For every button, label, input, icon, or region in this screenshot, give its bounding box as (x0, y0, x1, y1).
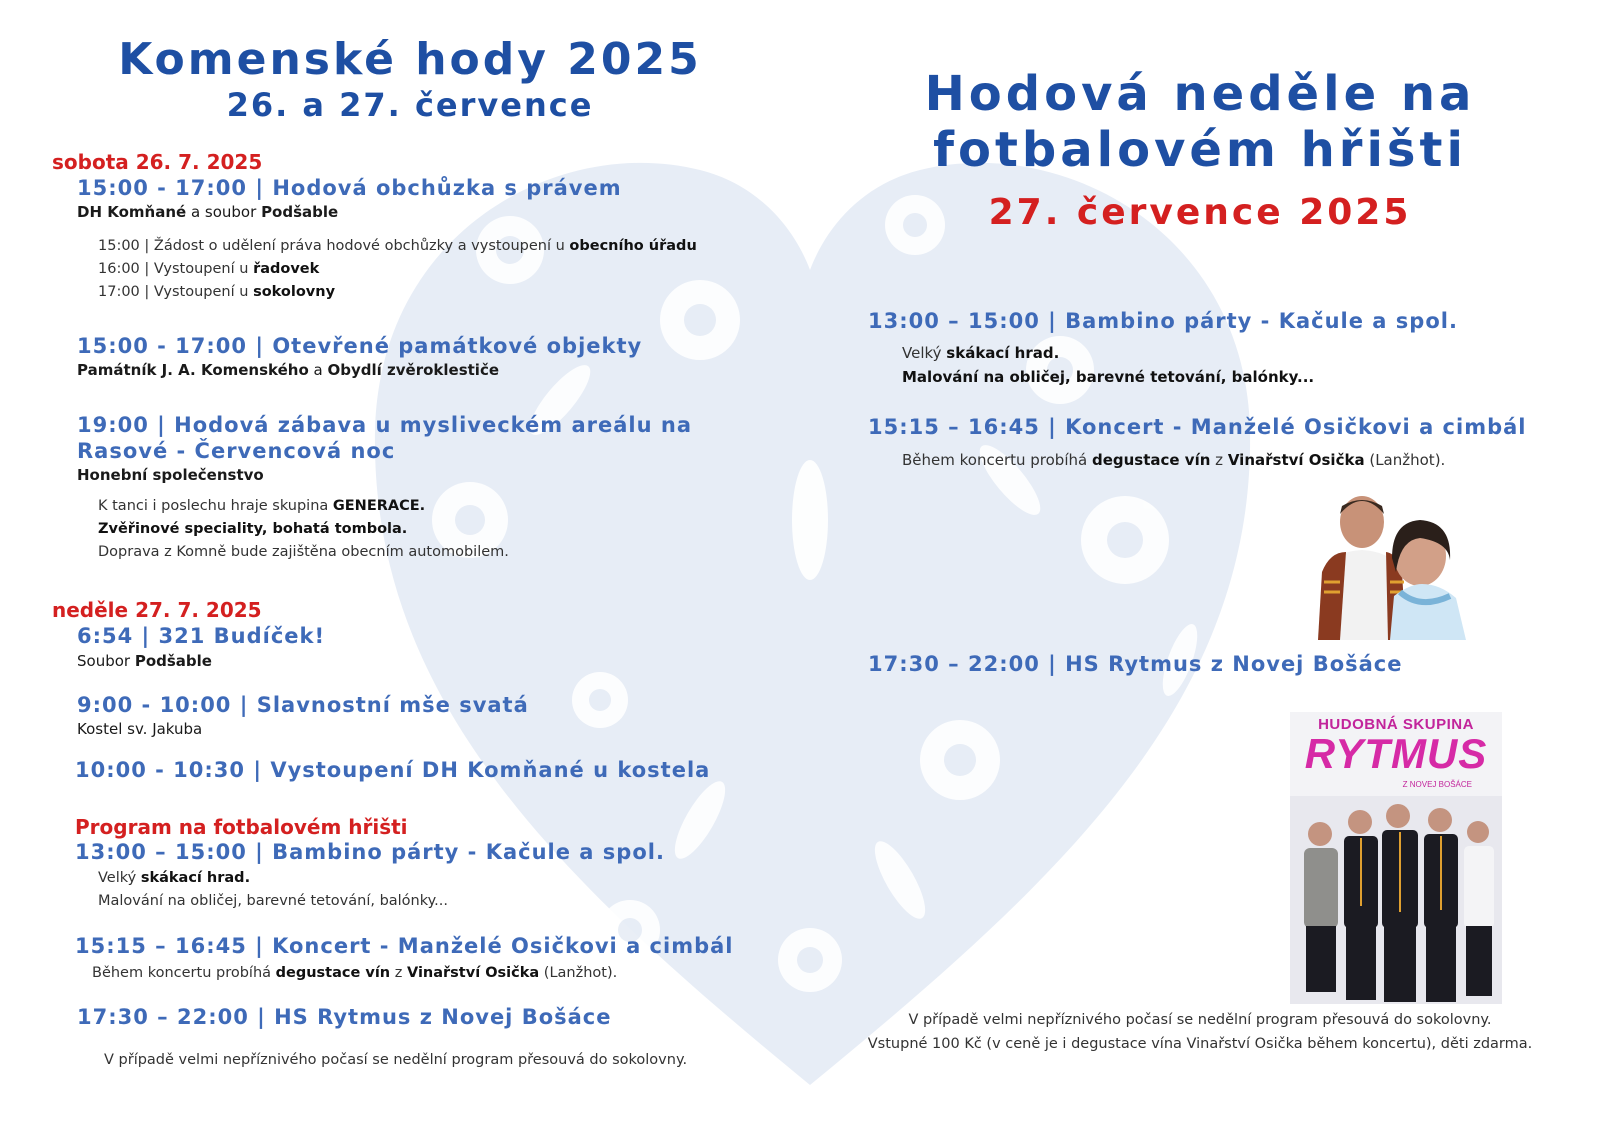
right-title-line1: Hodová neděle na (924, 66, 1476, 122)
poster-brand: HUDOBNÁ SKUPINA (1318, 716, 1474, 733)
band-photo (1290, 796, 1502, 1004)
sat-event-2-performers: Památník J. A. Komenského a Obydlí zvěroklestiče (77, 361, 500, 379)
sun-event-2-heading: 9:00 - 10:00 | Slavnostní mše svatá (77, 693, 529, 717)
field-event-1-note-1: Velký skákací hrad. (98, 870, 251, 886)
right-event-1-note-2: Malování na obličej, barevné tetování, balónky... (902, 368, 1315, 386)
sun-event-3-heading: 10:00 - 10:30 | Vystoupení DH Komňané u kostela (75, 758, 711, 782)
right-footer-line1: V případě velmi nepříznivého počasí se nedělní program přesouvá do sokolovny. (908, 1012, 1492, 1028)
right-event-2-heading: 15:15 – 16:45 | Koncert - Manželé Osičkovi a cimbál (868, 415, 1527, 439)
sat-event-2-heading: 15:00 - 17:00 | Otevřené památkové objekty (77, 334, 643, 358)
left-title: Komenské hody 2025 (118, 34, 702, 85)
right-title-line2: fotbalovém hřišti (933, 122, 1467, 178)
field-event-2-heading: 15:15 – 16:45 | Koncert - Manželé Osičkovi a cimbál (75, 934, 734, 958)
sat-event-3-note-3: Doprava z Komně bude zajištěna obecním automobilem. (98, 544, 509, 560)
left-subtitle: 26. a 27. července (226, 86, 594, 124)
poster-tagline: Z NOVEJ BOŠÁCE (1402, 780, 1472, 789)
right-event-2-note-1: Během koncertu probíhá degustace vín z Vinařství Osička (Lanžhot). (902, 451, 1446, 469)
poster-band-name: RYTMUS (1304, 730, 1488, 777)
sat-event-3-note-1: K tanci i poslechu hraje skupina GENERACE. (98, 498, 426, 514)
field-event-3-heading: 17:30 – 22:00 | HS Rytmus z Novej Bošáce (77, 1005, 612, 1029)
right-footer-line2: Vstupné 100 Kč (v ceně je i degustace vína Vinařství Osička během koncertu), děti zdarma. (867, 1036, 1533, 1052)
left-footer: V případě velmi nepříznivého počasí se nedělní program přesouvá do sokolovny. (104, 1052, 688, 1068)
sat-event-3-heading-line1: 19:00 | Hodová zábava u mysliveckém areálu na (77, 413, 693, 437)
sat-event-3-heading-line2: Rasové - Červencová noc (77, 439, 396, 463)
right-event-3-heading: 17:30 – 22:00 | HS Rytmus z Novej Bošáce (868, 652, 1403, 676)
field-program-title: Program na fotbalovém hřišti (75, 815, 408, 839)
sun-event-2-place: Kostel sv. Jakuba (77, 720, 203, 738)
sun-event-1-heading: 6:54 | 321 Budíček! (77, 624, 326, 648)
right-event-1-heading: 13:00 – 15:00 | Bambino párty - Kačule a spol. (868, 309, 1458, 333)
sat-event-1-note-3: 17:00 | Vystoupení u sokolovny (98, 284, 336, 300)
sat-event-1-note-2: 16:00 | Vystoupení u řadovek (98, 261, 320, 277)
field-event-1-heading: 13:00 – 15:00 | Bambino párty - Kačule a spol. (75, 840, 665, 864)
right-event-1-note-1: Velký skákací hrad. (902, 344, 1060, 362)
sat-event-1-heading: 15:00 - 17:00 | Hodová obchůzka s právem (77, 176, 622, 200)
saturday-day-label: sobota 26. 7. 2025 (52, 150, 263, 174)
field-event-1-note-2: Malování na obličej, barevné tetování, balónky... (98, 893, 448, 909)
sat-event-3-performers: Honební společenstvo (77, 466, 264, 484)
sat-event-1-performers: DH Komňané a soubor Podšable (77, 203, 339, 221)
sat-event-3-note-2: Zvěřinové speciality, bohatá tombola. (98, 521, 408, 537)
sun-event-1-performers: Soubor Podšable (77, 652, 212, 670)
rytmus-poster (1290, 712, 1502, 1004)
field-event-2-note-1: Během koncertu probíhá degustace vín z Vinařství Osička (Lanžhot). (92, 965, 618, 981)
couple-photo (1300, 492, 1470, 640)
right-date: 27. července 2025 (988, 192, 1412, 233)
sunday-day-label: neděle 27. 7. 2025 (52, 598, 262, 622)
sat-event-1-note-1: 15:00 | Žádost o udělení práva hodové obchůzky a vystoupení u obecního úřadu (98, 238, 697, 254)
